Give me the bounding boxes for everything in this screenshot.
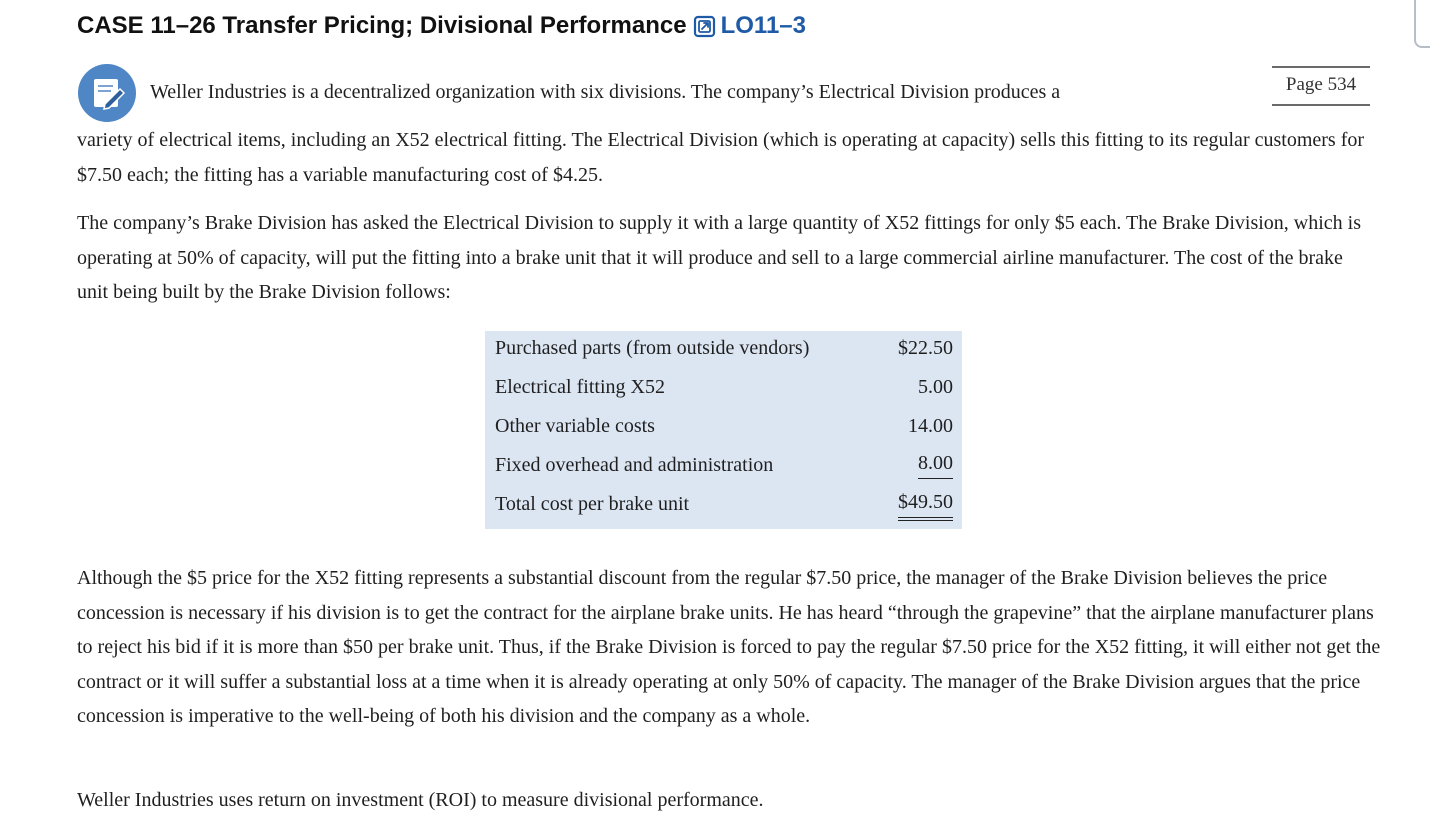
case-title-text: CASE 11–26 Transfer Pricing; Divisional Performance (77, 12, 687, 39)
page-label: Page 534 (1272, 66, 1370, 106)
cost-label: Purchased parts (from outside vendors) (495, 337, 810, 359)
side-panel-edge (1414, 0, 1430, 48)
learning-objective-link[interactable]: LO11–3 (720, 12, 806, 39)
paragraph-intro: variety of electrical items, including an X52 electrical fitting. The Electrical Division (which is operating at capacity) sells this fitting to its regular customers for $7.50 each; the fitting has a variable manufacturing cost of $4.25. (77, 129, 1365, 186)
paragraph-intro-first-line: Weller Industries is a decentralized organization with six divisions. The company’s Electrical Division produces a (150, 81, 1061, 103)
external-link-icon[interactable] (693, 14, 717, 38)
cost-amount: $22.50 (898, 337, 953, 359)
pen-icon (78, 64, 136, 122)
table-row (495, 370, 953, 404)
table-row (495, 409, 953, 443)
table-row (495, 448, 953, 482)
paragraph-price-concession: Although the $5 price for the X52 fitting represents a substantial discount from the regular $7.50 price, the manager of the Brake Division believes the price concession is necessary if his division is to get the contract for the airplane brake units. He has heard “through the grapevine” that the airplane manufacturer plans to reject his bid if it is more than $50 per brake unit. Thus, if the Brake Division is forced to pay the regular $7.50 price for the X52 fitting, it will either not get the contract or it will suffer a substantial loss at a time when it is already operating at only 50% of capacity. The manager of the Brake Division argues that the price concession is imperative to the well-being of both his division and the company as a whole. (77, 567, 1381, 727)
paragraph-roi: Weller Industries uses return on investment (ROI) to measure divisional performance. (77, 789, 764, 811)
brake-unit-cost-table (485, 331, 962, 529)
total-label: Total cost per brake unit (495, 493, 690, 515)
cost-label: Electrical fitting X52 (495, 376, 665, 398)
table-row (495, 331, 953, 365)
cost-amount: 8.00 (918, 448, 953, 479)
cost-label: Other variable costs (495, 415, 655, 437)
cost-label: Fixed overhead and administration (495, 454, 774, 476)
cost-amount: 5.00 (918, 376, 953, 398)
cost-amount: 14.00 (908, 415, 953, 437)
table-row-total (495, 487, 953, 521)
total-amount: $49.50 (898, 487, 953, 521)
paragraph-brake-division: The company’s Brake Division has asked the Electrical Division to supply it with a large quantity of X52 fittings for only $5 each. The Brake Division, which is operating at 50% of capacity, will put the fitting into a brake unit that it will produce and sell to a large commercial airline manufacturer. The cost of the brake unit being built by the Brake Division follows: (77, 212, 1362, 303)
case-title (77, 12, 806, 40)
